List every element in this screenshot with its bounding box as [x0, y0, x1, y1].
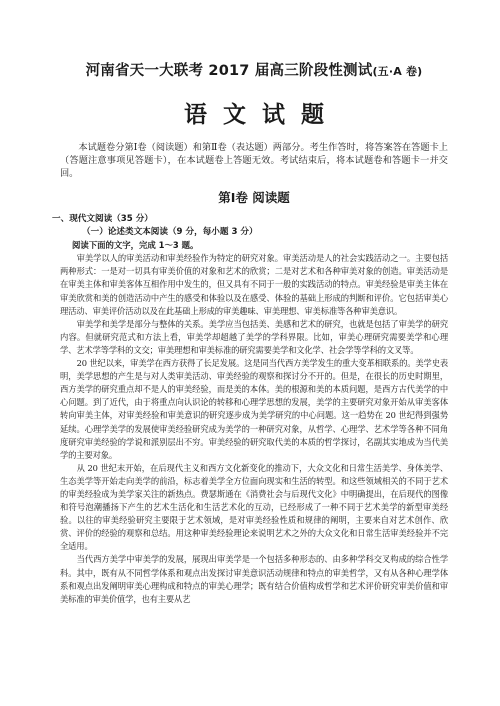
reading-section: [52, 213, 448, 606]
passage-paragraph: 当代西方美学中审美学的发展，展现出审美学是一个包括多种形态的、由多种学科交叉构成的综合性学科。其中，既有从不同哲学体系和观点出发探讨审美意识活动规律和特点的审美哲学，又有从各种心理学体系和观点出发阐明审美心理构成和特点的审美心理学；既有结合价值构成哲学和艺术评价研究审美价值和审美标准的审美价值学，也有主要从艺: [60, 554, 448, 604]
exam-title-text: 河南省天一大联考 2017 届高三阶段性测试: [85, 63, 373, 79]
passage-paragraph: 审美学和美学是部分与整体的关系。美学应当包括美、美感和艺术的研究，也就是包括了审美学的研究内容。但就研究范式和方法上看，审美学却超越了美学的学科界限。比如，审美心理研究需要美学和心理学、艺术学等学科的文交；审美理想和审美标准的研究需要美学和文化学、社会学等学科的文叉等。: [60, 318, 448, 355]
exam-title: [60, 0, 448, 81]
passage-paragraph: 从 20 世纪末开始，在后现代主义和西方文化新变化的推动下，大众文化和日常生活美学、身体美学、生态美学等开始走向美学的前沿，标志着美学全方位面向现实和生活的转型。和这些领域相关的不同于艺术的审美经验成为美学家关注的新热点。费瑟斯通在《消费社会与后现代文化》中明确提出，在后现代的图像和符号泡潮播扬下产生的艺术生活化和生活艺术化的互动，已经形成了一种不同于艺术美学的新型审美经验。以往的审美经验研究主要限于艺术领域，是对审美经验性质和规律的阐明，主要来自对艺术创作、欣赏、评价的经验的观察和总结。用这种审美经验理论来说明艺术之外的大众文化和日常生活审美经验并不完全适用。: [60, 462, 448, 552]
section-heading: 一、现代文阅读（35 分）: [52, 214, 153, 224]
reading-instruction: 阅读下面的文字，完成 1～3 题。: [72, 240, 199, 251]
exam-edition: (五·A 卷): [372, 65, 423, 78]
passage-paragraph: 20 世纪以来，审美学在西方获得了长足发展。这是同当代西方美学发生的重大变革相联系的。美学史表明，美学思想的产生是与对人类审美活动、审美经验的观察和探讨分不开的。但是，在很长的历史时期里，西方美学的研究重点却不是人的审美经验，而是美的本体。美的根源和美的本质问题，是西方古代美学的中心问题。到了近代，由于将重点向认识论的转移和心理学思想的发展，美学的主要研究对象开始从审美客体转向审美主体，对审美经验和审美意识的研究逐步成为美学研究的中心问题。这一趋势在 20 世纪得到强势延续。心理学美学的发展使审美经验研究成为美学的一种研究对象，从哲学、心理学、艺术学等各种不同角度研究审美经验的学说和派别层出不穷。审美经验的研究取代美的本质的哲学探讨，名副其实地成为当代美学的主要对象。: [60, 358, 448, 460]
exam-instructions: 本试题卷分第Ⅰ卷（阅读题）和第Ⅱ卷（表达题）两部分。考生作答时，将答案答在答题卡上（答题注意事项见答题卡），在本试题卷上答题无效。考试结束后，将本试题卷和答题卡一并交回。: [60, 142, 448, 179]
part-title: 第Ⅰ卷 阅读题: [218, 190, 290, 205]
subject-title: 语文试题: [184, 102, 340, 128]
subsection-heading: （一）论述类文本阅读（9 分，每小题 3 分）: [82, 227, 258, 238]
passage-paragraph: 审美学以人的审美活动和审美经验作为特定的研究对象。审美活动是人的社会实践活动之一。主要包括两种形式：一是对一切具有审美价值的对象和艺术的欣赏；二是对艺术和各种审美对象的创造。审美活动是在审美主体和审美客体互相作用中发生的，但又具有不同于一般的实践活动的特点。审美经验是审美主体在审美欣赏和美的创造活动中产生的感受和体验以及在感受、体验的基础上形成的判断和评价。它包括审美心理活动、审美评价活动以及在此基础上形成的审美趣味、审美理想、审美标准等各种审美意识。: [60, 253, 448, 316]
